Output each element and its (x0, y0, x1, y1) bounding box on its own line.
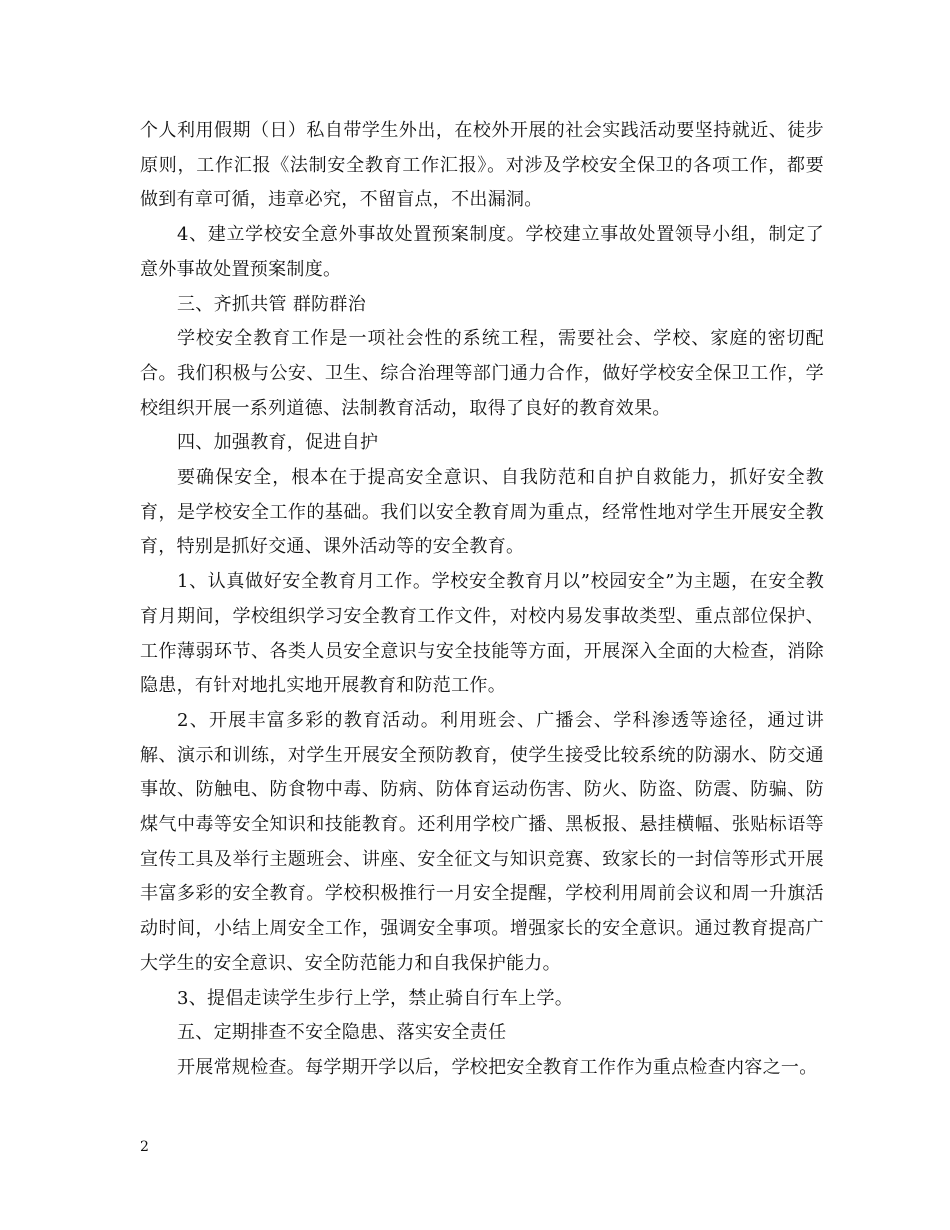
document-body (140, 114, 824, 1086)
page-number: 2 (140, 1139, 149, 1155)
paragraph: 开展常规检查。每学期开学以后，学校把安全教育工作作为重点检查内容之一。 (177, 1056, 818, 1078)
paragraph: 学校安全教育工作是一项社会性的系统工程，需要社会、学校、家庭的密切配合。我们积极与公安、卫生、综合治理等部门通力合作，做好学校安全保卫工作，学校组织开展一系列道德、法制教育活动，取得了良好的教育效果。 (140, 328, 824, 419)
paragraph: 1、认真做好安全教育月工作。学校安全教育月以”校园安全”为主题，在安全教育月期间，学校组织学习安全教育工作文件，对校内易发事故类型、重点部位保护、工作薄弱环节、各类人员安全意识与安全技能等方面，开展深入全面的大检查，消除隐患，有针对地扎实地开展教育和防范工作。 (140, 571, 824, 697)
paragraph: 4、建立学校安全意外事故处置预案制度。学校建立事故处置领导小组，制定了意外事故处置预案制度。 (140, 224, 824, 280)
section-heading: 五、定期排查不安全隐患、落实安全责任 (177, 1022, 507, 1044)
paragraph: 2、开展丰富多彩的教育活动。利用班会、广播会、学科渗透等途径，通过讲解、演示和训练，对学生开展安全预防教育，使学生接受比较系统的防溺水、防交通事故、防触电、防食物中毒、防病、防体育运动伤害、防火、防盗、防震、防骗、防煤气中毒等安全知识和技能教育。还利用学校广播、黑板报、悬挂横幅、张贴标语等宣传工具及举行主题班会、讲座、安全征文与知识竞赛、致家长的一封信等形式开展丰富多彩的安全教育。学校积极推行一月安全提醒，学校利用周前会议和周一升旗活动时间，小结上周安全工作，强调安全事项。增强家长的安全意识。通过教育提高广大学生的安全意识、安全防范能力和自我保护能力。 (140, 709, 824, 974)
paragraph: 要确保安全，根本在于提高安全意识、自我防范和自护自救能力，抓好安全教育，是学校安全工作的基础。我们以安全教育周为重点，经常性地对学生开展安全教育，特别是抓好交通、课外活动等的安全教育。 (140, 467, 824, 558)
section-heading: 三、齐抓共管 群防群治 (177, 293, 367, 315)
paragraph: 3、提倡走读学生步行上学，禁止骑自行车上学。 (177, 987, 574, 1009)
section-heading: 四、加强教育，促进自护 (177, 432, 379, 454)
paragraph: 个人利用假期（日）私自带学生外出，在校外开展的社会实践活动要坚持就近、徒步原则，工作汇报《法制安全教育工作汇报》。对涉及学校安全保卫的各项工作，都要做到有章可循，违章必究，不留盲点，不出漏洞。 (140, 120, 824, 211)
